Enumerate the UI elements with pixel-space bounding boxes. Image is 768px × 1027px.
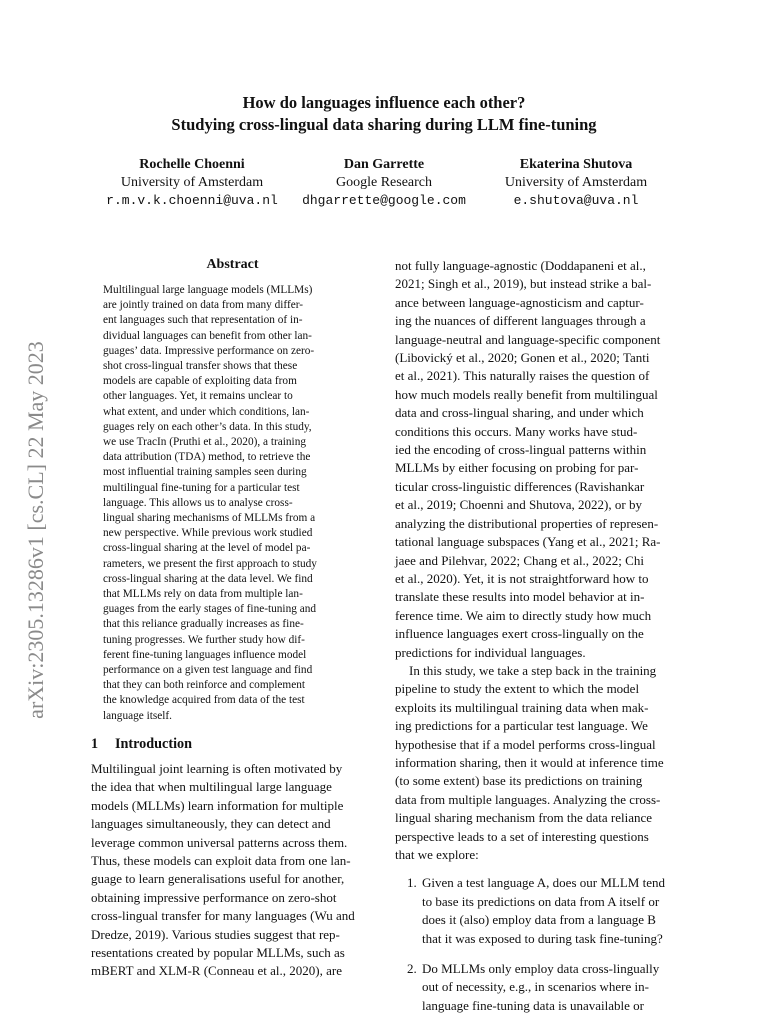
text-line: information sharing, then it would at inference time [395, 754, 664, 770]
text-line: (Libovický et al., 2020; Gonen et al., 2020; Tanti [395, 350, 650, 366]
text-line: ference time. We aim to directly study how much [395, 607, 652, 623]
section-title: Introduction [115, 735, 192, 752]
text-line: ing predictions for a particular test language. We [395, 718, 648, 734]
text-line: conditions this occurs. Many works have stud- [395, 423, 638, 439]
text-line: that this reliance gradually increases as fine- [103, 618, 304, 631]
text-line: tuning progresses. We further study how dif- [103, 633, 305, 646]
text-line: hypothesise that if a model performs cross-lingual [395, 736, 656, 752]
abstract-text [103, 283, 362, 724]
author-block [0, 156, 768, 216]
text-line: that we explore: [395, 847, 479, 862]
text-line: et al., 2021). This naturally raises the question of [395, 368, 650, 384]
text-line: language fine-tuning data is unavailable or [422, 997, 645, 1013]
text-line: Do MLLMs only employ data cross-lingually [422, 961, 660, 977]
text-line: Given a test language A, does our MLLM tend [422, 875, 665, 891]
abstract-heading: Abstract [206, 257, 259, 272]
arxiv-identifier[interactable]: arXiv:2305.13286v1 [cs.CL] 22 May 2023 [23, 341, 48, 719]
text-line: other languages. Yet, it remains unclear to [103, 390, 293, 403]
question-number: 2. [407, 961, 417, 977]
text-line: rameters, we present the first approach to study [103, 557, 317, 570]
text-line: ferent fine-tuning languages influence model [103, 648, 307, 661]
text-line: the knowledge acquired from data of the test [103, 694, 305, 707]
author-email[interactable]: r.m.v.k.choenni@uva.nl [106, 193, 278, 208]
text-line: influence languages exert cross-lingually on the [395, 626, 644, 642]
text-line: et al., 2020). Yet, it is not straightforward how to [395, 570, 649, 586]
text-line: language-neutral and language-specific component [395, 331, 661, 347]
text-line: that it was exposed to during task fine-tuning? [422, 930, 663, 946]
text-line: dividual languages can benefit from other lan- [103, 329, 312, 342]
author-affiliation: University of Amsterdam [120, 175, 264, 190]
text-line: we use TracIn (Pruthi et al., 2020), a training [103, 436, 306, 449]
text-line: mBERT and XLM-R (Conneau et al., 2020), are [91, 963, 342, 979]
text-line: perspective leads to a set of interesting questions [395, 828, 649, 844]
section-number: 1 [91, 735, 99, 752]
text-line: multilingual fine-tuning for a particular test [103, 481, 300, 494]
text-line: obtaining impressive performance on zero-shot [91, 889, 337, 905]
text-line: leverage common universal patterns across them. [91, 834, 348, 850]
text-line: lingual sharing mechanisms of MLLMs from a [103, 512, 316, 525]
text-line: new perspective. While previous work studied [103, 527, 313, 540]
text-line: ticular cross-linguistic differences (Ravishankar [395, 478, 645, 494]
text-line: data attribution (TDA) method, to retrieve the [103, 451, 311, 464]
intro-paragraph-2 [395, 662, 678, 864]
title-line-2: Studying cross-lingual data sharing during LLM fine-tuning [171, 115, 597, 134]
author-affiliation: University of Amsterdam [504, 175, 648, 190]
text-line: models are capable of exploiting data from [103, 375, 297, 388]
text-line: ent languages such that representation of in- [103, 314, 303, 327]
text-line: that MLLMs rely on data from multiple lan- [103, 588, 303, 601]
author-3 [488, 156, 664, 210]
text-line: guages’ data. Impressive performance on zero- [103, 344, 315, 357]
text-line: what extent, and under which conditions, lan- [103, 405, 310, 418]
text-line: et al., 2019; Choenni and Shutova, 2022), or by [395, 497, 642, 513]
text-line: cross-lingual sharing at the data level. We find [103, 572, 313, 585]
text-line: tational language subspaces (Yang et al., 2021; Ra- [395, 534, 661, 550]
text-line: how much models really benefit from multilingual [395, 386, 658, 402]
text-line: MLLMs by either focusing on probing for par- [395, 460, 639, 476]
text-line: (to some extent) base its predictions on training [395, 773, 643, 789]
text-line: lingual sharing mechanism from the data reliance [395, 810, 653, 826]
section-heading-introduction [91, 734, 374, 754]
text-line: cross-lingual transfer for many languages (Wu and [91, 908, 355, 924]
text-line: language. This allows us to analyse cross- [103, 496, 293, 509]
right-column [395, 257, 678, 1027]
author-email[interactable]: e.shutova@uva.nl [513, 193, 639, 208]
research-question [395, 960, 678, 1015]
text-line: ance between language-agnosticism and captur- [395, 294, 644, 310]
text-line: pipeline to study the extent to which the model [395, 681, 640, 697]
text-line: In this study, we take a step back in the training [409, 662, 657, 678]
text-line: resentations created by popular MLLMs, such as [91, 944, 345, 960]
text-line: ied the encoding of cross-lingual patterns within [395, 442, 647, 458]
text-line: analyzing the distributional properties of represen- [395, 515, 659, 531]
introduction-paragraph [91, 760, 374, 981]
text-line: data and cross-lingual sharing, and under which [395, 405, 644, 421]
intro-paragraph-continued [395, 257, 678, 662]
research-question [395, 874, 678, 948]
text-line: most influential training samples seen during [103, 466, 307, 479]
question-number: 1. [407, 875, 417, 891]
text-line: to base its predictions on data from A itself or [422, 893, 660, 909]
author-affiliation: Google Research [335, 175, 433, 190]
text-line: predictions for individual languages. [395, 644, 586, 660]
text-line: are jointly trained on data from many differ- [103, 299, 304, 312]
title-line-1: How do languages influence each other? [242, 93, 526, 112]
text-line: does it (also) employ data from a language B [422, 912, 656, 928]
text-line: not fully language-agnostic (Doddapaneni et al., [395, 258, 646, 273]
paper-title [0, 92, 768, 136]
text-line: shot cross-lingual transfer shows that these [103, 360, 298, 373]
author-name: Ekaterina Shutova [519, 157, 633, 172]
text-line: models (MLLMs) learn information for multiple [91, 797, 344, 813]
author-1 [104, 156, 280, 210]
text-line: Thus, these models can exploit data from one lan- [91, 852, 351, 868]
text-line: data from multiple languages. Analyzing the cross- [395, 791, 661, 807]
text-line: ing the nuances of different languages through a [395, 313, 646, 329]
text-line: guages from the early stages of fine-tuning and [103, 603, 317, 616]
author-email[interactable]: dhgarrette@google.com [302, 193, 466, 208]
text-line: language itself. [103, 709, 173, 722]
text-line: performance on a given test language and find [103, 664, 313, 677]
author-name: Dan Garrette [343, 157, 425, 172]
text-line: that they can both reinforce and complement [103, 679, 306, 692]
text-line: Multilingual joint learning is often motivated by [91, 760, 343, 776]
text-line: cross-lingual sharing at the level of model pa- [103, 542, 311, 555]
text-line: exploits its multilingual training data when mak- [395, 699, 649, 715]
text-line: Dredze, 2019). Various studies suggest that rep- [91, 926, 340, 942]
text-line: guages rely on each other’s data. In this study, [103, 420, 312, 433]
text-line: languages simultaneously, they can detect and [91, 816, 331, 832]
text-line: guage to learn generalisations useful for another, [91, 871, 345, 887]
text-line: the idea that when multilingual large language [91, 779, 332, 795]
text-line: 2021; Singh et al., 2019), but instead strike a bal- [395, 276, 652, 292]
arxiv-watermark [20, 310, 52, 750]
author-2 [296, 156, 472, 210]
research-questions-list [395, 874, 678, 1015]
text-line: Multilingual large language models (MLLMs) [103, 284, 313, 296]
text-line: jaee and Pilehvar, 2022; Chang et al., 2022; Chi [395, 552, 644, 568]
text-line: translate these results into model behavior at in- [395, 589, 645, 605]
left-column [91, 255, 374, 981]
text-line: out of necessity, e.g., in scenarios where in- [422, 979, 649, 995]
author-name: Rochelle Choenni [139, 157, 245, 172]
